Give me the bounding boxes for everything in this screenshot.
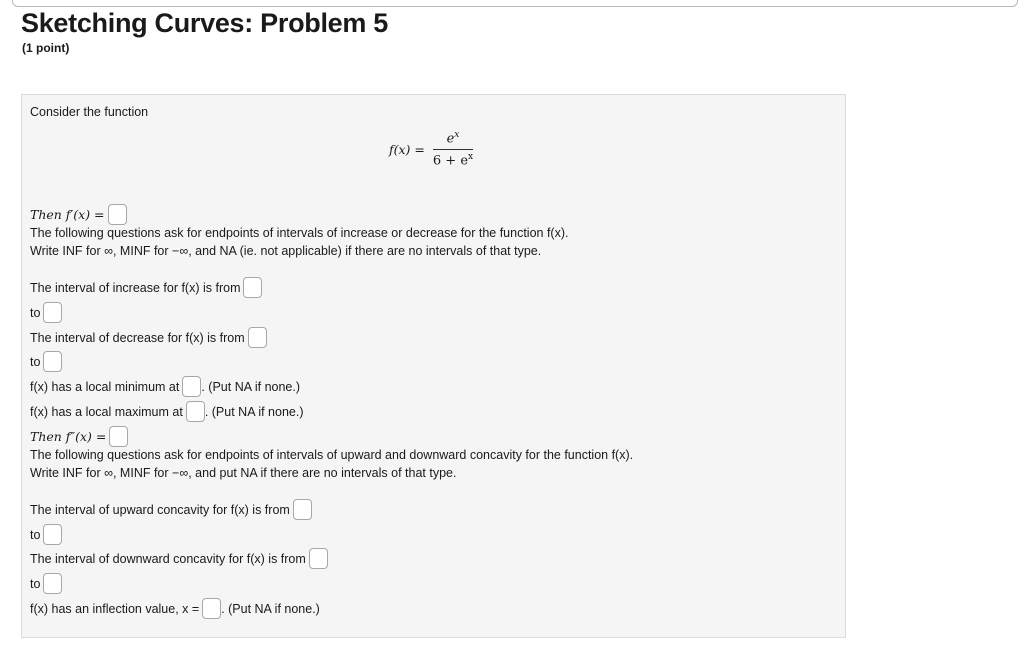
downward-from-row (30, 548, 328, 569)
local-min-input[interactable] (182, 376, 201, 397)
local-min-note: . (Put NA if none.) (201, 379, 301, 394)
upward-to-input[interactable] (43, 524, 62, 545)
points-label: (1 point) (22, 41, 70, 55)
first-derivative-row (30, 204, 127, 225)
increase-from-label: The interval of increase for f(x) is from (30, 280, 241, 295)
downward-to-row (30, 573, 62, 594)
intro-label: Consider the function (30, 105, 149, 119)
inflection-row (30, 598, 320, 619)
downward-to-label: to (30, 576, 41, 591)
upward-from-label: The interval of upward concavity for f(x) is from (30, 502, 290, 517)
first-derivative-input[interactable] (108, 204, 127, 225)
function-lhs: f(x) = (389, 141, 425, 157)
function-fraction (433, 130, 473, 169)
first-derivative-label: Then f′(x) = (30, 206, 105, 222)
local-max-input[interactable] (186, 401, 205, 422)
inflection-note: . (Put NA if none.) (221, 601, 320, 616)
function-display (389, 130, 473, 169)
increase-from-row (30, 277, 262, 298)
intro-text (30, 104, 148, 120)
downward-from-label: The interval of downward concavity for f(x) is from (30, 551, 306, 566)
local-max-note: . (Put NA if none.) (204, 404, 304, 419)
decrease-to-input[interactable] (43, 351, 62, 372)
increase-from-input[interactable] (243, 277, 262, 298)
downward-from-input[interactable] (309, 548, 328, 569)
increase-to-label: to (30, 305, 41, 320)
second-derivative-label: Then f″(x) = (30, 428, 107, 444)
increase-to-row (30, 302, 62, 323)
upward-from-input[interactable] (293, 499, 312, 520)
decrease-from-row (30, 327, 267, 348)
upward-to-label: to (30, 527, 41, 542)
decrease-to-label: to (30, 354, 41, 369)
local-min-row (30, 376, 300, 397)
concavity-intro-2: Write INF for ∞, MINF for −∞, and put NA if there are no intervals of that type. (30, 466, 457, 480)
increase-decrease-intro-1: The following questions ask for endpoints of intervals of increase or decrease for the function f(x). (30, 226, 569, 240)
second-derivative-row (30, 426, 128, 447)
decrease-from-label: The interval of decrease for f(x) is from (30, 330, 245, 345)
local-min-label: f(x) has a local minimum at (30, 379, 180, 394)
top-frame (12, 0, 1018, 7)
function-denominator: $6 + e^x$ (433, 149, 473, 168)
decrease-to-row (30, 351, 62, 372)
second-derivative-input[interactable] (109, 426, 128, 447)
decrease-from-input[interactable] (248, 327, 267, 348)
inflection-input[interactable] (202, 598, 221, 619)
increase-to-input[interactable] (43, 302, 62, 323)
concavity-intro-1: The following questions ask for endpoints of intervals of upward and downward concavity for the function f(x). (30, 448, 634, 462)
local-max-label: f(x) has a local maximum at (30, 404, 183, 419)
increase-decrease-intro-2: Write INF for ∞, MINF for −∞, and NA (ie. not applicable) if there are no intervals of that type. (30, 244, 542, 258)
function-numerator: $e^x$ (446, 130, 460, 147)
inflection-label: f(x) has an inflection value, x = (30, 601, 200, 616)
upward-from-row (30, 499, 312, 520)
upward-to-row (30, 524, 62, 545)
downward-to-input[interactable] (43, 573, 62, 594)
page-title: Sketching Curves: Problem 5 (21, 8, 389, 38)
local-max-row (30, 401, 304, 422)
